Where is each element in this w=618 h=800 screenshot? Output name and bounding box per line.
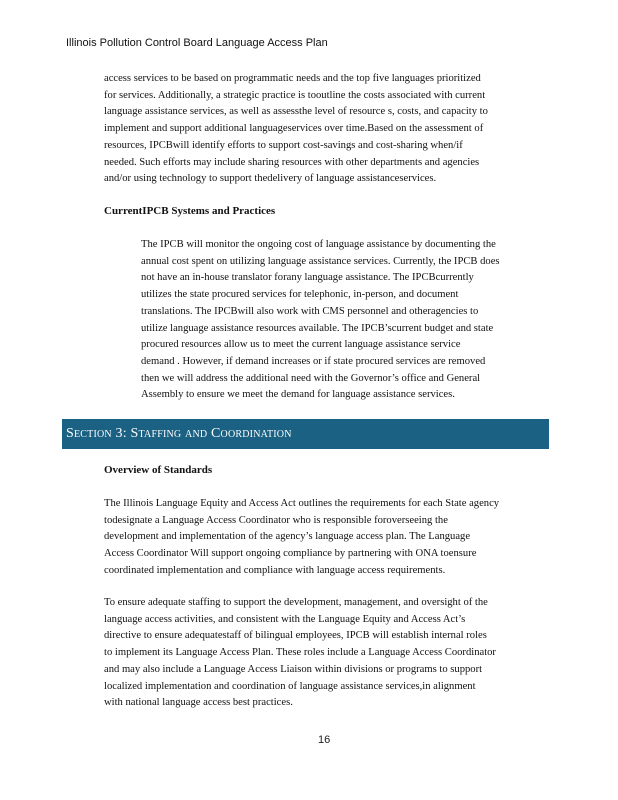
paragraph-resources (104, 71, 488, 188)
text-line: translations. The IPCBwill also work with CMS personnel and otheragencies to (141, 305, 479, 317)
text-line: procured resources allow us to meet the current language assistance service (141, 339, 461, 351)
text-line: annual cost spent on utilizing language assistance services. Currently, the IPCB does (141, 255, 500, 267)
text-line: access services to be based on programmatic needs and the top five languages prioritized (104, 73, 481, 84)
text-line: then we will address the additional need with the Governor’s office and General (141, 372, 481, 384)
text-line: resources, IPCBwill identify efforts to support cost-savings and cost-sharing when/if (104, 139, 463, 151)
text-line: localized implementation and coordination of language assistance services,in alignment (104, 680, 476, 692)
text-line: utilizes the state procured services for telephonic, in-person, and document (141, 289, 459, 301)
text-line: Assembly to ensure we meet the demand for language assistance services. (141, 389, 455, 401)
text-line: directive to ensure adequatestaff of bilingual employees, IPCB will establish internal roles (104, 630, 487, 642)
text-line: not have an in-house translator forany language assistance. The IPCBcurrently (141, 272, 474, 284)
text-line: language access activities, and consistent with the Language Equity and Access Act’s (104, 613, 466, 625)
text-line: for services. Additionally, a strategic practice is tooutline the costs associated with current (104, 89, 486, 101)
heading-overview: Overview of Standards (104, 464, 213, 476)
text-line: language assistance services, as well as assessthe level of resource s, costs, and capacity to (104, 106, 488, 118)
text-line: development and implementation of the agency’s language access plan. The Language (104, 531, 471, 543)
text-line: demand . However, if demand increases or if state procured services are removed (141, 355, 486, 367)
text-line: The IPCB will monitor the ongoing cost of language assistance by documenting the (141, 239, 496, 250)
text-line: to implement its Language Access Plan. These roles include a Language Access Coordinator (104, 647, 496, 659)
text-line: utilize language assistance resources available. The IPCB’scurrent budget and state (141, 322, 494, 334)
running-header: Illinois Pollution Control Board Language Access Plan (66, 37, 328, 49)
paragraph-staffing (104, 595, 496, 712)
text-line: and may also include a Language Access Liaison within divisions or programs to support (104, 663, 483, 675)
text-line: implement and support additional languageservices over time.Based on the assessment of (104, 123, 484, 135)
text-line: Access Coordinator Will support ongoing compliance by partnering with ONA toensure (104, 548, 477, 560)
text-line: with national language access best practices. (104, 697, 293, 709)
text-line: needed. Such efforts may include sharing resources with other departments and agencies (104, 156, 480, 168)
section-banner: Section 3: Staffing and Coordination (62, 419, 549, 449)
paragraph-act-overview (104, 496, 499, 580)
text-line: The Illinois Language Equity and Access Act outlines the requirements for each State agency (104, 498, 500, 509)
paragraph-ipcb-monitoring (141, 237, 500, 404)
text-line: and/or using technology to support thedelivery of language assistanceservices. (104, 173, 437, 185)
page-number: 16 (318, 734, 331, 746)
text-line: todesignate a Language Access Coordinator who is responsible foroverseeing the (104, 514, 448, 526)
text-line: coordinated implementation and compliance with language access requirements. (104, 564, 446, 576)
heading-current-systems: CurrentIPCB Systems and Practices (104, 205, 276, 217)
text-line: To ensure adequate staffing to support the development, management, and oversight of the (104, 597, 488, 608)
